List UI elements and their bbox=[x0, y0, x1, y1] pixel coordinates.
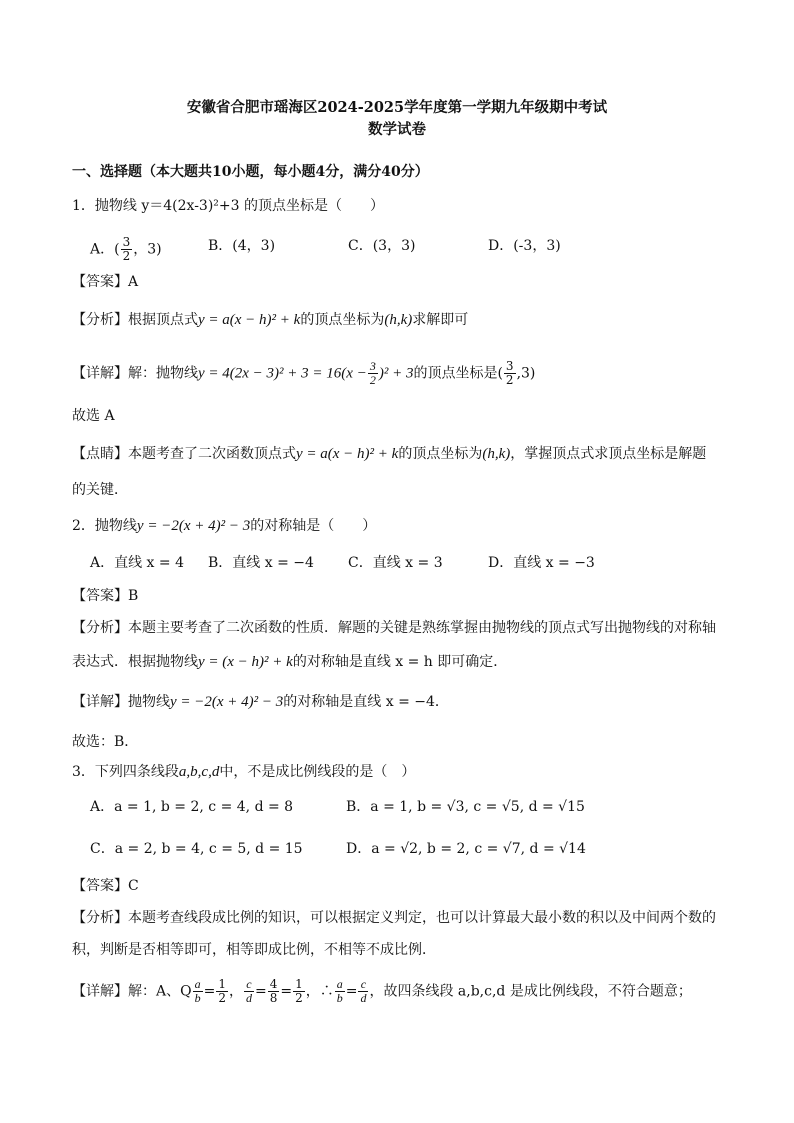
question-1-stem: 1．抛物线 y＝4(2x-3)²+3 的顶点坐标是（ ） bbox=[72, 198, 384, 214]
q1-conclusion: 故选 A bbox=[72, 408, 115, 424]
q3-option-b: B．a = 1, b = √3, c = √5, d = √15 bbox=[346, 799, 585, 815]
q1-option-c: C．(3，3) bbox=[348, 238, 416, 254]
q3-analysis-cont: 积，判断是否相等即可，相等即成比例，不相等不成比例． bbox=[72, 942, 436, 958]
q1-detail: 【详解】解：抛物线y = 4(2x − 3)² + 3 = 16(x − $\frac{3}{2}$ )² + 3的顶点坐标是( $\frac{3}{2}$ ,3) bbox=[72, 359, 536, 387]
q2-detail: 【详解】抛物线y = −2(x + 4)² − 3的对称轴是直线 x = −4． bbox=[72, 694, 449, 710]
q1-option-d: D．(-3，3) bbox=[488, 238, 561, 254]
q2-analysis: 【分析】本题主要考查了二次函数的性质．解题的关键是熟练掌握由抛物线的顶点式写出抛物线的对称轴 bbox=[72, 620, 716, 636]
question-2-stem: 2．抛物线y = −2(x + 4)² − 3的对称轴是（ ） bbox=[72, 518, 377, 534]
q3-analysis: 【分析】本题考查线段成比例的知识，可以根据定义判定，也可以计算最大最小数的积以及中间两个数的 bbox=[72, 910, 716, 926]
q1-analysis: 【分析】根据顶点式y = a(x − h)² + k的顶点坐标为(h,k)求解即可 bbox=[72, 312, 469, 328]
section-heading: 一、选择题（本大题共10小题，每小题4分，满分40分） bbox=[72, 164, 429, 180]
q3-option-a: A．a = 1, b = 2, c = 4, d = 8 bbox=[90, 799, 294, 815]
q1-option-a: A．( $\frac{3}{2}$ ，3) bbox=[90, 235, 162, 263]
q1-option-b: B．(4，3) bbox=[208, 238, 276, 254]
q1-comment-cont: 的关键． bbox=[72, 482, 128, 498]
q2-analysis-cont: 表达式．根据抛物线y = (x − h)² + k的对称轴是直线 x = h 即可确定． bbox=[72, 654, 508, 670]
q2-conclusion: 故选：B． bbox=[72, 734, 139, 750]
question-3-stem: 3．下列四条线段a,b,c,d中，不是成比例线段的是（ ） bbox=[72, 764, 416, 780]
q3-option-d: D．a = √2, b = 2, c = √7, d = √14 bbox=[346, 841, 586, 857]
q1-comment: 【点睛】本题考查了二次函数顶点式y = a(x − h)² + k的顶点坐标为(h,k)，掌握顶点式求顶点坐标是解题 bbox=[72, 446, 707, 462]
q2-option-a: A．直线 x = 4 bbox=[90, 555, 184, 571]
q2-option-d: D．直线 x = −3 bbox=[488, 555, 595, 571]
q3-option-c: C．a = 2, b = 4, c = 5, d = 15 bbox=[90, 841, 303, 857]
q3-answer: 【答案】C bbox=[72, 878, 139, 894]
page-subtitle: 数学试卷 bbox=[368, 121, 426, 138]
q1-answer: 【答案】A bbox=[72, 274, 139, 290]
q3-detail: 【详解】解：A、Q $\frac{a}{b}$ = $\frac{1}{2}$ ， $\frac{c}{d}$ = $\frac{4}{8}$ = $\frac{1}{2}$ ，∴ $\frac{a}{b}$ = $\frac{c}{d}$ ，故四条线段 a,b,c,d 是成比例线段，不符合题意； bbox=[72, 977, 692, 1005]
q2-answer: 【答案】B bbox=[72, 588, 139, 604]
page-title: 安徽省合肥市瑶海区2024-2025学年度第一学期九年级期中考试 bbox=[186, 99, 608, 116]
q2-option-b: B．直线 x = −4 bbox=[208, 555, 314, 571]
q2-option-c: C．直线 x = 3 bbox=[348, 555, 443, 571]
